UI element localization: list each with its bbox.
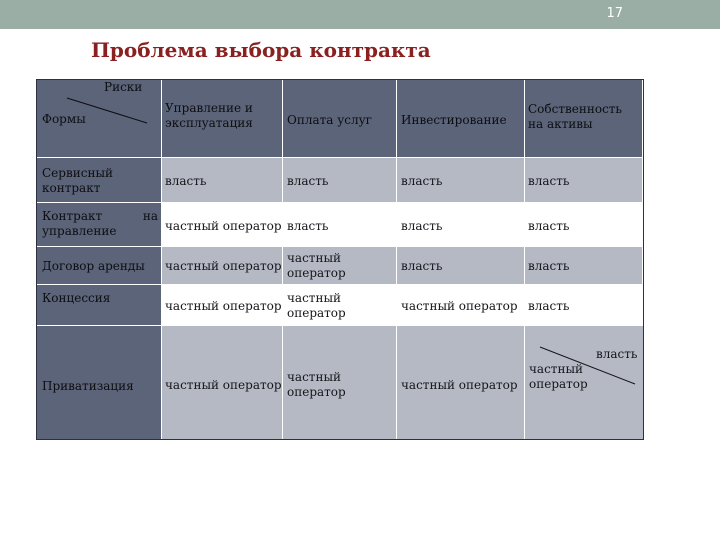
row-header-lease: Договор аренды bbox=[37, 247, 162, 285]
table-cell: частный оператор bbox=[397, 285, 525, 326]
row-header-concession: Концессия bbox=[37, 285, 162, 326]
table-cell: власть bbox=[397, 203, 525, 247]
table-cell: власть bbox=[397, 247, 525, 285]
column-header-investment: Инвестирование bbox=[397, 80, 525, 158]
table-cell: частный оператор bbox=[162, 326, 283, 439]
table-cell: власть bbox=[162, 158, 283, 203]
table-cell: частный оператор bbox=[283, 326, 397, 439]
table-cell: власть bbox=[525, 247, 643, 285]
table-cell: частный оператор bbox=[283, 247, 397, 285]
row-header-management-contract: Контракт на управление bbox=[37, 203, 162, 247]
split-bottom-label: частный оператор bbox=[529, 362, 588, 391]
split-top-label: власть bbox=[596, 347, 638, 361]
column-header-ownership: Собственность на активы bbox=[525, 80, 643, 158]
table-cell: частный оператор bbox=[162, 203, 283, 247]
table-cell: частный оператор bbox=[397, 326, 525, 439]
table-cell: власть bbox=[525, 285, 643, 326]
corner-risks-label: Риски bbox=[104, 80, 143, 94]
table-cell: власть bbox=[525, 203, 643, 247]
table-cell: власть bbox=[397, 158, 525, 203]
column-header-payment: Оплата услуг bbox=[283, 80, 397, 158]
row-header-privatization: Приватизация bbox=[37, 326, 162, 439]
table-cell: частный оператор bbox=[162, 285, 283, 326]
row-header-service-contract: Сервисный контракт bbox=[37, 158, 162, 203]
slide-header-bar bbox=[0, 0, 720, 29]
table-cell: власть bbox=[283, 203, 397, 247]
corner-forms-label: Формы bbox=[42, 112, 86, 126]
column-header-management: Управление и эксплуатация bbox=[162, 80, 283, 158]
slide-number: 17 bbox=[606, 6, 623, 21]
corner-cell bbox=[37, 80, 162, 158]
slide-title: Проблема выбора контракта bbox=[91, 38, 431, 62]
table-cell: власть bbox=[283, 158, 397, 203]
table-cell: частный оператор bbox=[283, 285, 397, 326]
contract-table bbox=[36, 79, 644, 440]
split-cell bbox=[525, 326, 643, 439]
table-cell: частный оператор bbox=[162, 247, 283, 285]
table-cell: власть bbox=[525, 158, 643, 203]
